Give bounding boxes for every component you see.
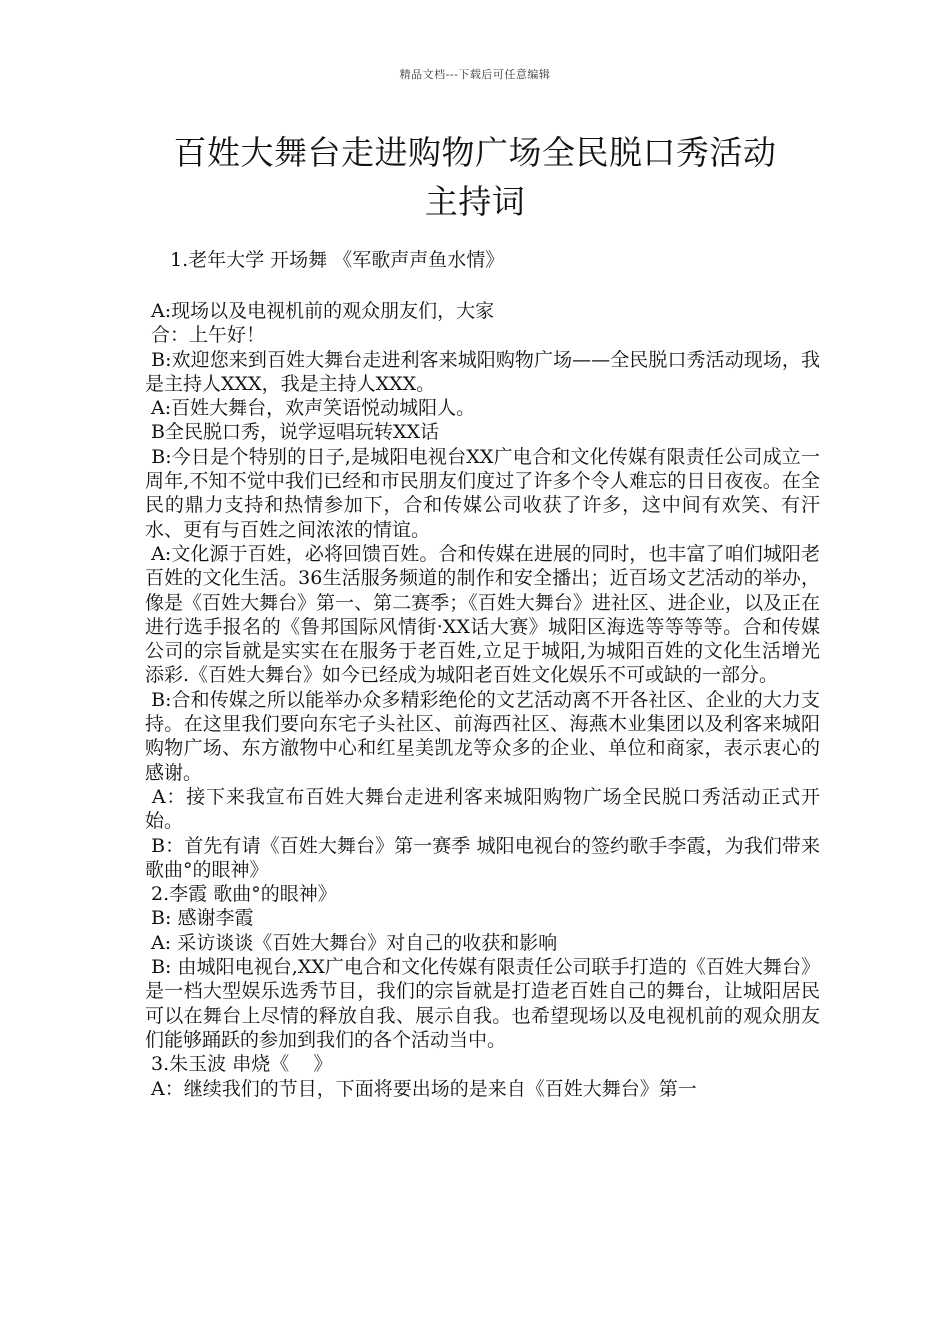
paragraph-4: A:百姓大舞台，欢声笑语悦动城阳人。 bbox=[145, 397, 476, 420]
paragraph-16: A：继续我们的节目，下面将要出场的是来自《百姓大舞台》第一 bbox=[145, 1077, 697, 1100]
document-title bbox=[100, 128, 850, 226]
title-line-2: 主持词 bbox=[424, 182, 526, 221]
paragraph-9: A：接下来我宣布百姓大舞台走进利客来城阳购物广场全民脱口秀活动正式开始。 bbox=[145, 785, 820, 833]
paragraph-7: A:文化源于百姓，必将回馈百姓。合和传媒在进展的同时，也丰富了咱们城阳老百姓的文化生活。36生活服务频道的制作和安全播出；近百场文艺活动的举办，像是《百姓大舞台》第一、第二赛季；《百姓大舞台》进社区、进企业，以及正在进行选手报名的《鲁邦国际风情街·XX话大赛》城阳区海选等等等等。合和传媒公司的宗旨就是实实在在服务于老百姓,立足于城阳,为城阳百姓的文化生活增光添彩.《百姓大舞台》如今已经成为城阳老百姓文化娱乐不可或缺的一部分。 bbox=[145, 542, 820, 687]
title-line-1: 百姓大舞台走进购物广场全民脱口秀活动 bbox=[173, 133, 777, 172]
header-note: 精品文档---下载后可任意编辑 bbox=[399, 68, 551, 81]
paragraph-2: 合：上午好！ bbox=[145, 324, 266, 347]
paragraph-14: B: 由城阳电视台,XX广电合和文化传媒有限责任公司联手打造的《百姓大舞台》是一档大型娱乐选秀节目，我们的宗旨就是打造老百姓自己的舞台，让城阳居民可以在舞台上尽情的释放自我、展示自我。也希望现场以及电视机前的观众朋友们能够踊跃的参加到我们的各个活动当中。 bbox=[145, 956, 821, 1051]
paragraph-12: B: 感谢李霞 bbox=[145, 907, 254, 930]
paragraph-5: B全民脱口秀，说学逗唱玩转XX话 bbox=[145, 421, 440, 444]
paragraph-3: B:欢迎您来到百姓大舞台走进利客来城阳购物广场——全民脱口秀活动现场，我是主持人XXX，我是主持人XXX。 bbox=[145, 348, 820, 395]
paragraph-6: B:今日是个特别的日子,是城阳电视台XX广电合和文化传媒有限责任公司成立一周年,不知不觉中我们已经和市民朋友们度过了许多个令人难忘的日日夜夜。在全民的鼎力支持和热情参加下，合和传媒公司收获了许多，这中间有欢笑、有汗水、更有与百姓之间浓浓的情谊。 bbox=[145, 445, 820, 541]
paragraph-15: 3.朱玉波 串烧《 》 bbox=[145, 1053, 333, 1076]
program-item-1: 1.老年大学 开场舞 《军歌声声鱼水情》 bbox=[170, 249, 505, 271]
document-body bbox=[145, 299, 820, 1101]
paragraph-1: A:现场以及电视机前的观众朋友们，大家 bbox=[145, 300, 495, 322]
paragraph-8: B:合和传媒之所以能举办众多精彩绝伦的文艺活动离不开各社区、企业的大力支持。在这里我们要向东宅子头社区、前海西社区、海燕木业集团以及利客来城阳购物广场、东方澈物中心和红星美凯龙等众多的企业、单位和商家，表示衷心的感谢。 bbox=[145, 688, 820, 784]
paragraph-11: 2.李霞 歌曲°的眼神》 bbox=[145, 883, 337, 906]
paragraph-13: A: 采访谈谈《百姓大舞台》对自己的收获和影响 bbox=[145, 931, 558, 954]
paragraph-10: B：首先有请《百姓大舞台》第一赛季 城阳电视台的签约歌手李霞，为我们带来歌曲°的眼神》 bbox=[145, 834, 820, 881]
